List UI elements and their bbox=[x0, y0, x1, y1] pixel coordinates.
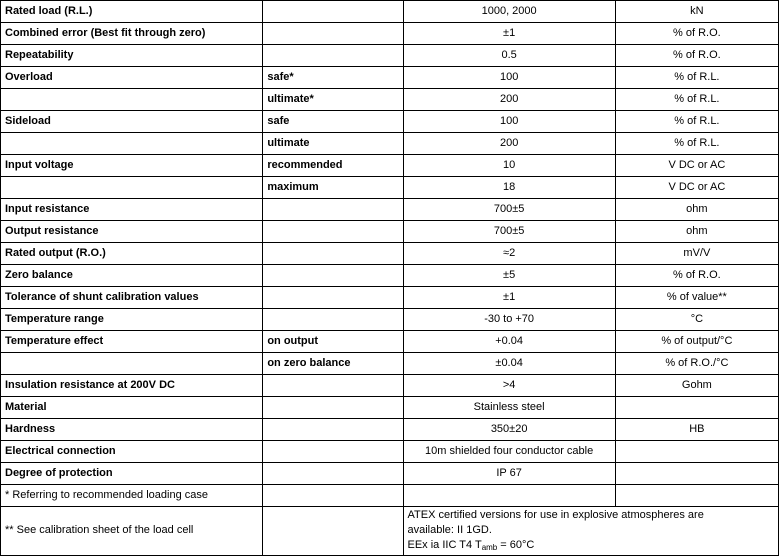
row-unit: HB bbox=[615, 419, 778, 441]
row-value: 200 bbox=[403, 133, 615, 155]
row-condition bbox=[263, 23, 403, 45]
row-condition bbox=[263, 287, 403, 309]
row-condition bbox=[263, 375, 403, 397]
row-label: Sideload bbox=[1, 111, 263, 133]
row-label: Degree of protection bbox=[1, 463, 263, 485]
atex-note-post: = 60°C bbox=[497, 538, 535, 551]
row-unit: °C bbox=[615, 309, 778, 331]
row-condition: ultimate bbox=[263, 133, 403, 155]
row-condition: recommended bbox=[263, 155, 403, 177]
table-row bbox=[1, 243, 779, 265]
row-label: Rated output (R.O.) bbox=[1, 243, 263, 265]
row-condition bbox=[263, 441, 403, 463]
row-unit bbox=[615, 397, 778, 419]
row-label: Rated load (R.L.) bbox=[1, 1, 263, 23]
row-value: 100 bbox=[403, 67, 615, 89]
table-row bbox=[1, 199, 779, 221]
row-value: ±0.04 bbox=[403, 353, 615, 375]
row-value: 700±5 bbox=[403, 221, 615, 243]
row-condition bbox=[263, 243, 403, 265]
row-condition: ultimate* bbox=[263, 89, 403, 111]
table-row bbox=[1, 463, 779, 485]
row-condition bbox=[263, 419, 403, 441]
row-value: 10m shielded four conductor cable bbox=[403, 441, 615, 463]
table-row bbox=[1, 133, 779, 155]
table-row bbox=[1, 177, 779, 199]
row-unit: kN bbox=[615, 1, 778, 23]
row-condition: on zero balance bbox=[263, 353, 403, 375]
table-row bbox=[1, 331, 779, 353]
table-row bbox=[1, 265, 779, 287]
row-unit: % of R.L. bbox=[615, 67, 778, 89]
row-unit: % of R.O. bbox=[615, 265, 778, 287]
row-value: IP 67 bbox=[403, 463, 615, 485]
footnote-spacer bbox=[263, 485, 403, 507]
row-unit bbox=[615, 463, 778, 485]
row-value: 700±5 bbox=[403, 199, 615, 221]
row-value: 100 bbox=[403, 111, 615, 133]
atex-note bbox=[403, 507, 779, 556]
row-condition: maximum bbox=[263, 177, 403, 199]
row-unit bbox=[615, 441, 778, 463]
footnote-row bbox=[1, 507, 779, 556]
row-label: Combined error (Best fit through zero) bbox=[1, 23, 263, 45]
row-label: Tolerance of shunt calibration values bbox=[1, 287, 263, 309]
row-value: 1000, 2000 bbox=[403, 1, 615, 23]
row-label: Input voltage bbox=[1, 155, 263, 177]
table-row bbox=[1, 155, 779, 177]
table-row bbox=[1, 419, 779, 441]
footnote-label: * Referring to recommended loading case bbox=[1, 485, 263, 507]
row-unit: Gohm bbox=[615, 375, 778, 397]
row-value: ≈2 bbox=[403, 243, 615, 265]
footnote-label: ** See calibration sheet of the load cell bbox=[1, 507, 263, 556]
row-label bbox=[1, 89, 263, 111]
row-value: 10 bbox=[403, 155, 615, 177]
table-row bbox=[1, 441, 779, 463]
row-value: 0.5 bbox=[403, 45, 615, 67]
row-label: Zero balance bbox=[1, 265, 263, 287]
row-condition bbox=[263, 309, 403, 331]
table-row bbox=[1, 23, 779, 45]
row-value: ±5 bbox=[403, 265, 615, 287]
table-row bbox=[1, 45, 779, 67]
row-unit: V DC or AC bbox=[615, 177, 778, 199]
table-row bbox=[1, 353, 779, 375]
row-value: 18 bbox=[403, 177, 615, 199]
footnote-spacer bbox=[615, 485, 778, 507]
row-condition bbox=[263, 221, 403, 243]
atex-note-line-3 bbox=[408, 539, 775, 553]
table-row bbox=[1, 397, 779, 419]
row-label bbox=[1, 353, 263, 375]
footnote-row bbox=[1, 485, 779, 507]
row-value: >4 bbox=[403, 375, 615, 397]
table-row bbox=[1, 111, 779, 133]
row-label bbox=[1, 177, 263, 199]
row-unit: ohm bbox=[615, 221, 778, 243]
row-unit: V DC or AC bbox=[615, 155, 778, 177]
footnote-spacer bbox=[263, 507, 403, 556]
atex-note-pre: EEx ia IIC T4 T bbox=[407, 538, 482, 551]
row-unit: mV/V bbox=[615, 243, 778, 265]
row-value: 350±20 bbox=[403, 419, 615, 441]
row-unit: % of R.L. bbox=[615, 89, 778, 111]
row-condition bbox=[263, 1, 403, 23]
row-condition bbox=[263, 199, 403, 221]
row-label: Temperature range bbox=[1, 309, 263, 331]
row-condition bbox=[263, 463, 403, 485]
row-unit: % of R.L. bbox=[615, 133, 778, 155]
row-unit: % of R.O. bbox=[615, 23, 778, 45]
row-label: Repeatability bbox=[1, 45, 263, 67]
row-value: Stainless steel bbox=[403, 397, 615, 419]
table-row bbox=[1, 67, 779, 89]
table-body bbox=[1, 1, 779, 556]
row-label: Output resistance bbox=[1, 221, 263, 243]
row-value: 200 bbox=[403, 89, 615, 111]
row-label: Material bbox=[1, 397, 263, 419]
row-value: ±1 bbox=[403, 23, 615, 45]
table-row bbox=[1, 375, 779, 397]
row-condition: on output bbox=[263, 331, 403, 353]
row-condition bbox=[263, 397, 403, 419]
row-unit: % of value** bbox=[615, 287, 778, 309]
row-condition bbox=[263, 45, 403, 67]
row-value: -30 to +70 bbox=[403, 309, 615, 331]
atex-note-sub: amb bbox=[481, 542, 498, 552]
row-condition: safe bbox=[263, 111, 403, 133]
row-label: Overload bbox=[1, 67, 263, 89]
row-unit: % of R.O. bbox=[615, 45, 778, 67]
table-row bbox=[1, 89, 779, 111]
table-row bbox=[1, 221, 779, 243]
atex-note-line-2: available: II 1GD. bbox=[407, 523, 492, 536]
row-condition: safe* bbox=[263, 67, 403, 89]
row-value: +0.04 bbox=[403, 331, 615, 353]
row-label bbox=[1, 133, 263, 155]
row-label: Temperature effect bbox=[1, 331, 263, 353]
table-row bbox=[1, 1, 779, 23]
table-row bbox=[1, 287, 779, 309]
row-label: Insulation resistance at 200V DC bbox=[1, 375, 263, 397]
row-label: Input resistance bbox=[1, 199, 263, 221]
row-unit: ohm bbox=[615, 199, 778, 221]
table-row bbox=[1, 309, 779, 331]
row-unit: % of R.O./°C bbox=[615, 353, 778, 375]
row-unit: % of R.L. bbox=[615, 111, 778, 133]
row-label: Hardness bbox=[1, 419, 263, 441]
atex-note-line-1: ATEX certified versions for use in explosive atmospheres are bbox=[407, 509, 704, 521]
row-label: Electrical connection bbox=[1, 441, 263, 463]
footnote-spacer bbox=[403, 485, 615, 507]
row-value: ±1 bbox=[403, 287, 615, 309]
row-condition bbox=[263, 265, 403, 287]
row-unit: % of output/°C bbox=[615, 331, 778, 353]
